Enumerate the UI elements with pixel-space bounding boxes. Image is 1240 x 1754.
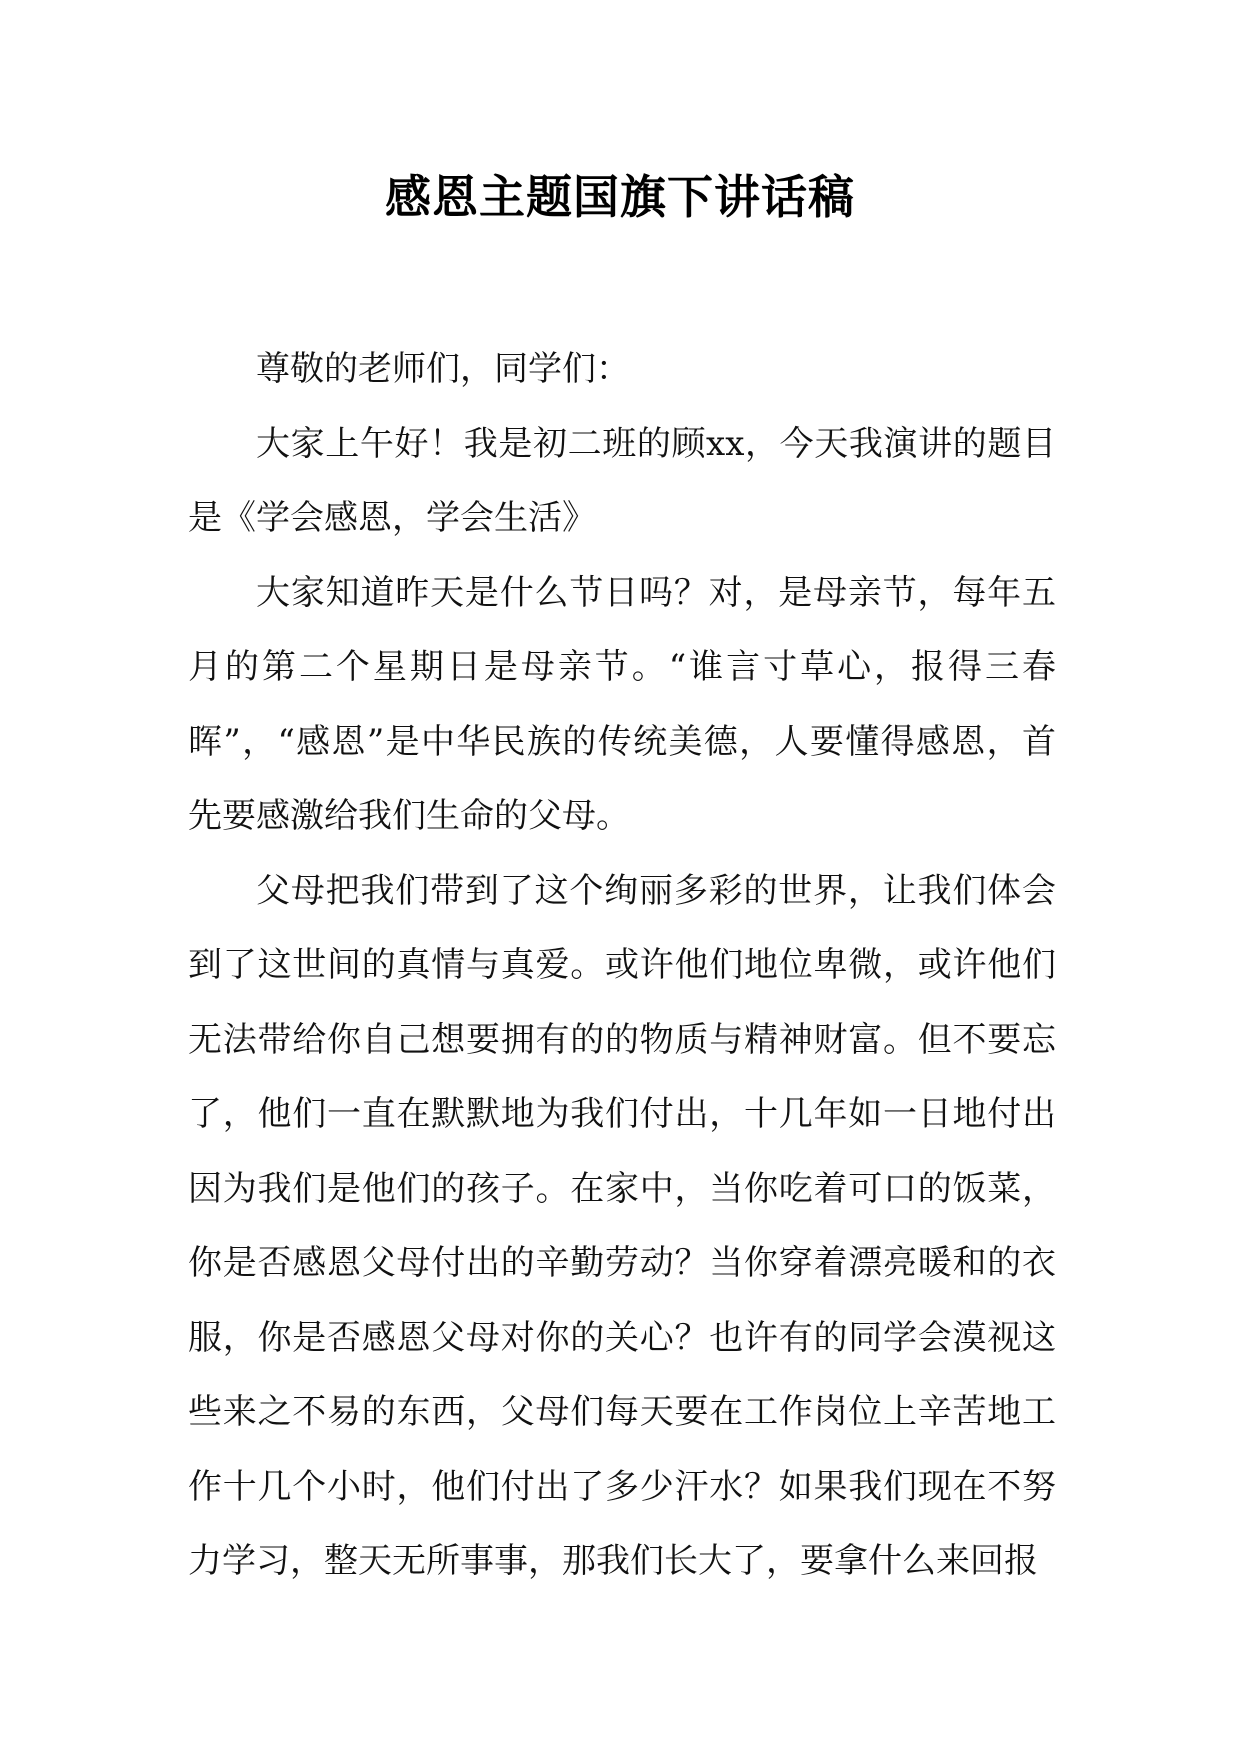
paragraph-greeting: 大家上午好！我是初二班的顾xx，今天我演讲的题目是《学会感恩，学会生活》 bbox=[188, 423, 1056, 538]
document-body bbox=[188, 332, 1056, 1599]
paragraph-parents: 父母把我们带到了这个绚丽多彩的世界，让我们体会到了这世间的真情与真爱。或许他们地位卑微，或许他们无法带给你自己想要拥有的的物质与精神财富。但不要忘了，他们一直在默默地为我们付出，十几年如一日地付出因为我们是他们的孩子。在家中，当你吃着可口的饭菜，你是否感恩父母付出的辛勤劳动？当你穿着漂亮暖和的衣服，你是否感恩父母对你的关心？也许有的同学会漠视这些来之不易的东西，父母们每天要在工作岗位上辛苦地工作十几个小时，他们付出了多少汗水？如果我们现在不努力学习，整天无所事事，那我们长大了，要拿什么来回报 bbox=[188, 870, 1056, 1581]
document-title: 感恩主题国旗下讲话稿 bbox=[385, 170, 855, 224]
paragraph-salutation: 尊敬的老师们，同学们： bbox=[256, 349, 630, 389]
paragraph-mothers-day: 大家知道昨天是什么节日吗？对，是母亲节，每年五月的第二个星期日是母亲节。“谁言寸草心，报得三春晖”，“感恩”是中华民族的传统美德，人要懂得感恩，首先要感激给我们生命的父母。 bbox=[188, 572, 1056, 836]
